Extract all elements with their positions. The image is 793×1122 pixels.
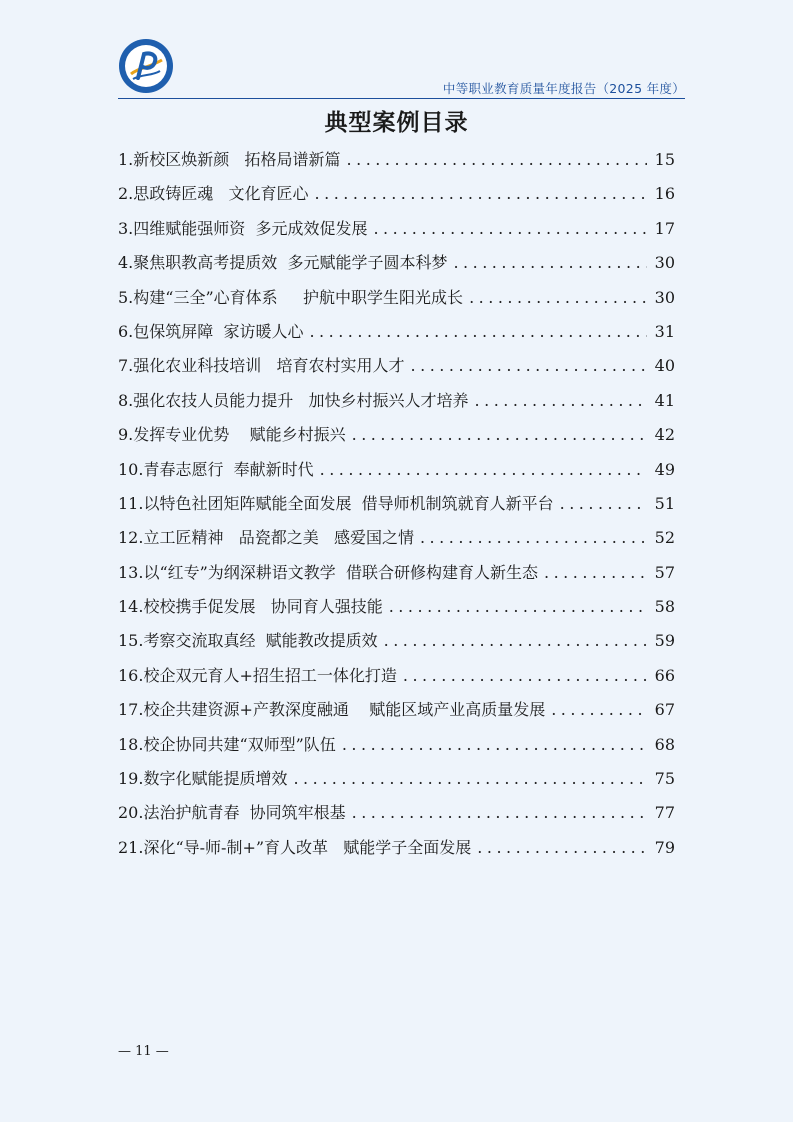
- toc-entry-page: 68: [654, 734, 675, 754]
- toc-entry-page: 42: [654, 425, 675, 445]
- toc-entry-title: 20.法治护航青春 协同筑牢根基: [118, 803, 346, 823]
- toc-entry-title: 21.深化“导-师-制+”育人改革 赋能学子全面发展: [118, 837, 472, 857]
- toc-entry-page: 75: [654, 769, 675, 789]
- toc-entry-page: 41: [654, 390, 675, 410]
- toc-entry[interactable]: [118, 177, 675, 211]
- toc-leader: [477, 831, 647, 865]
- toc-entry-page: 79: [654, 837, 675, 857]
- toc-entry-page: 31: [654, 321, 675, 341]
- toc-entry-title: 7.强化农业科技培训 培育农村实用人才: [118, 356, 405, 376]
- toc-leader: [560, 487, 647, 521]
- toc-entry[interactable]: [118, 453, 675, 487]
- toc-entry-page: 51: [654, 493, 675, 513]
- header-divider: [118, 98, 685, 99]
- toc-entry[interactable]: [118, 728, 675, 762]
- toc-entry-title: 16.校企双元育人+招生招工一体化打造: [118, 665, 397, 685]
- toc-entry-page: 67: [654, 700, 675, 720]
- toc-entry[interactable]: [118, 762, 675, 796]
- toc-leader: [352, 796, 647, 830]
- toc-entry[interactable]: [118, 521, 675, 555]
- toc-entry-title: 18.校企协同共建“双师型”队伍: [118, 734, 336, 754]
- toc-entry-page: 52: [654, 528, 675, 548]
- toc-entry[interactable]: [118, 796, 675, 830]
- toc-entry-page: 59: [654, 631, 675, 651]
- toc-entry-title: 17.校企共建资源+产教深度融通 赋能区域产业高质量发展: [118, 700, 546, 720]
- toc-entry-page: 49: [654, 459, 675, 479]
- table-of-contents: [118, 143, 675, 865]
- toc-entry-title: 8.强化农技人员能力提升 加快乡村振兴人才培养: [118, 390, 469, 410]
- toc-entry-title: 19.数字化赋能提质增效: [118, 769, 288, 789]
- toc-leader: [453, 246, 647, 280]
- toc-leader: [293, 762, 647, 796]
- toc-entry[interactable]: [118, 143, 675, 177]
- toc-entry-page: 57: [654, 562, 675, 582]
- toc-leader: [551, 693, 647, 727]
- toc-entry[interactable]: [118, 418, 675, 452]
- toc-entry[interactable]: [118, 693, 675, 727]
- toc-entry-title: 11.以特色社团矩阵赋能全面发展 借导师机制筑就育人新平台: [118, 493, 554, 513]
- toc-entry[interactable]: [118, 246, 675, 280]
- toc-leader: [384, 624, 647, 658]
- toc-entry-page: 40: [654, 356, 675, 376]
- toc-entry-title: 12.立工匠精神 品瓷都之美 感爱国之情: [118, 528, 414, 548]
- toc-entry-title: 13.以“红专”为纲深耕语文教学 借联合研修构建育人新生态: [118, 562, 538, 582]
- toc-entry-page: 16: [654, 184, 675, 204]
- toc-leader: [309, 315, 647, 349]
- page-number: — 11 —: [118, 1044, 169, 1059]
- toc-entry-page: 66: [654, 665, 675, 685]
- toc-entry-title: 4.聚焦职教高考提质效 多元赋能学子圆本科梦: [118, 253, 448, 273]
- school-emblem-icon: [118, 38, 174, 94]
- toc-entry[interactable]: [118, 487, 675, 521]
- toc-leader: [403, 659, 647, 693]
- toc-leader: [352, 418, 647, 452]
- toc-entry-title: 14.校校携手促发展 协同育人强技能: [118, 597, 383, 617]
- toc-leader: [320, 453, 647, 487]
- report-header-title: 中等职业教育质量年度报告（2025 年度）: [442, 81, 685, 96]
- toc-leader: [411, 349, 647, 383]
- toc-leader: [544, 556, 647, 590]
- toc-entry-title: 5.构建“三全”心育体系 护航中职学生阳光成长: [118, 287, 464, 307]
- toc-entry[interactable]: [118, 556, 675, 590]
- toc-leader: [469, 281, 647, 315]
- toc-entry-title: 6.包保筑屏障 家访暖人心: [118, 321, 304, 341]
- toc-entry-page: 17: [654, 218, 675, 238]
- toc-leader: [347, 143, 647, 177]
- toc-entry-title: 1.新校区焕新颜 拓格局谱新篇: [118, 150, 341, 169]
- toc-entry-page: 77: [654, 803, 675, 823]
- toc-entry-page: 30: [654, 287, 675, 307]
- toc-entry[interactable]: [118, 384, 675, 418]
- toc-entry[interactable]: [118, 281, 675, 315]
- toc-entry-page: 30: [654, 253, 675, 273]
- toc-entry-title: 9.发挥专业优势 赋能乡村振兴: [118, 425, 346, 445]
- toc-entry[interactable]: [118, 659, 675, 693]
- toc-entry[interactable]: [118, 590, 675, 624]
- toc-entry[interactable]: [118, 349, 675, 383]
- toc-entry-page: 15: [654, 150, 675, 169]
- toc-entry[interactable]: [118, 831, 675, 865]
- toc-entry[interactable]: [118, 624, 675, 658]
- toc-leader: [373, 212, 647, 246]
- toc-entry-title: 10.青春志愿行 奉献新时代: [118, 459, 314, 479]
- toc-leader: [475, 384, 647, 418]
- toc-leader: [420, 521, 647, 555]
- toc-entry-page: 58: [654, 597, 675, 617]
- toc-entry-title: 3.四维赋能强师资 多元成效促发展: [118, 218, 368, 238]
- page-title: 典型案例目录: [324, 110, 469, 136]
- toc-entry-title: 15.考察交流取真经 赋能教改提质效: [118, 631, 378, 651]
- toc-leader: [389, 590, 647, 624]
- toc-entry[interactable]: [118, 315, 675, 349]
- toc-entry[interactable]: [118, 212, 675, 246]
- toc-entry-title: 2.思政铸匠魂 文化育匠心: [118, 184, 309, 204]
- toc-leader: [315, 177, 647, 211]
- toc-leader: [342, 728, 647, 762]
